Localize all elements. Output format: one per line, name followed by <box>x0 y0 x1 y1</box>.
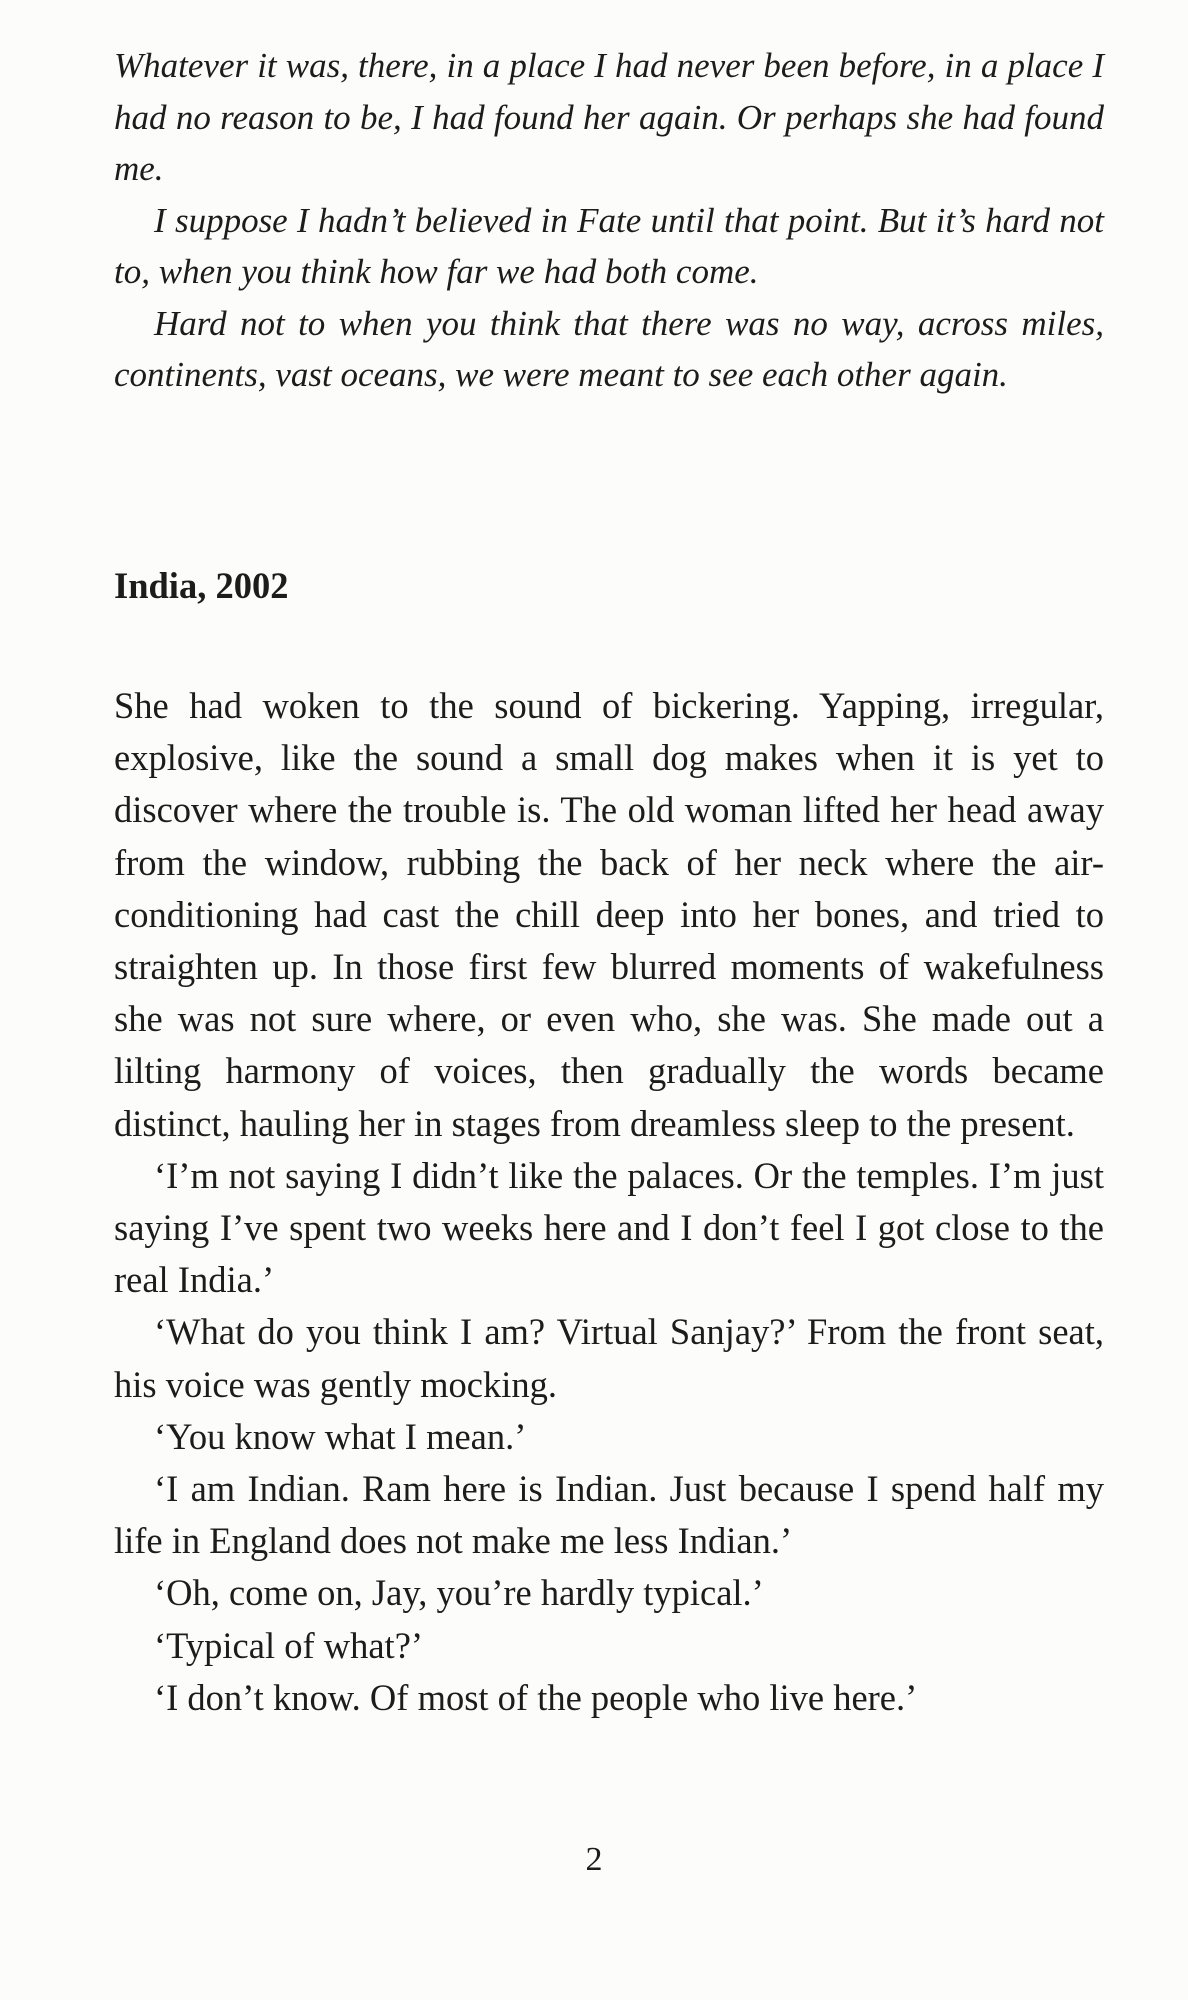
italic-intro <box>114 40 1104 401</box>
intro-paragraph: Hard not to when you think that there was no way, across miles, continents, vast oceans, we were meant to see each other again. <box>114 303 1104 394</box>
body-paragraph: ‘I don’t know. Of most of the people who live here.’ <box>154 1676 918 1718</box>
book-page <box>114 40 1104 1718</box>
body-paragraph: ‘Typical of what?’ <box>154 1624 424 1666</box>
intro-paragraph: Whatever it was, there, in a place I had never been before, in a place I had no reason to be, I had found her again. Or perhaps she had found me. <box>114 46 1104 188</box>
body-paragraph: ‘I’m not saying I didn’t like the palaces. Or the temples. I’m just saying I’ve spent two weeks here and I don’t feel I got close to the real India.’ <box>114 1154 1104 1301</box>
body-paragraph: ‘Oh, come on, Jay, you’re hardly typical.’ <box>154 1572 764 1614</box>
body-paragraph: ‘What do you think I am? Virtual Sanjay?’ From the front seat, his voice was gently mocking. <box>114 1311 1104 1405</box>
body-paragraph: ‘I am Indian. Ram here is Indian. Just because I spend half my life in England does not make me less Indian.’ <box>114 1468 1104 1562</box>
intro-paragraph: I suppose I hadn’t believed in Fate until that point. But it’s hard not to, when you think how far we had both come. <box>114 200 1104 291</box>
section-heading: India, 2002 <box>114 565 289 606</box>
body-paragraph: ‘You know what I mean.’ <box>154 1415 527 1457</box>
page-number: 2 <box>585 1841 603 1878</box>
chapter-body <box>114 680 1104 1724</box>
body-paragraph: She had woken to the sound of bickering. Yapping, irregular, explosive, like the sound a small dog makes when it is yet to discover where the trouble is. The old woman lifted her head away from the window, rubbing the back of her neck where the air-conditioning had cast the chill deep into her bones, and tried to straighten up. In those first few blurred moments of wakefulness she was not sure where, or even who, she was. She made out a lilting harmony of voices, then gradually the words became distinct, hauling her in stages from dreamless sleep to the present. <box>114 685 1104 1144</box>
